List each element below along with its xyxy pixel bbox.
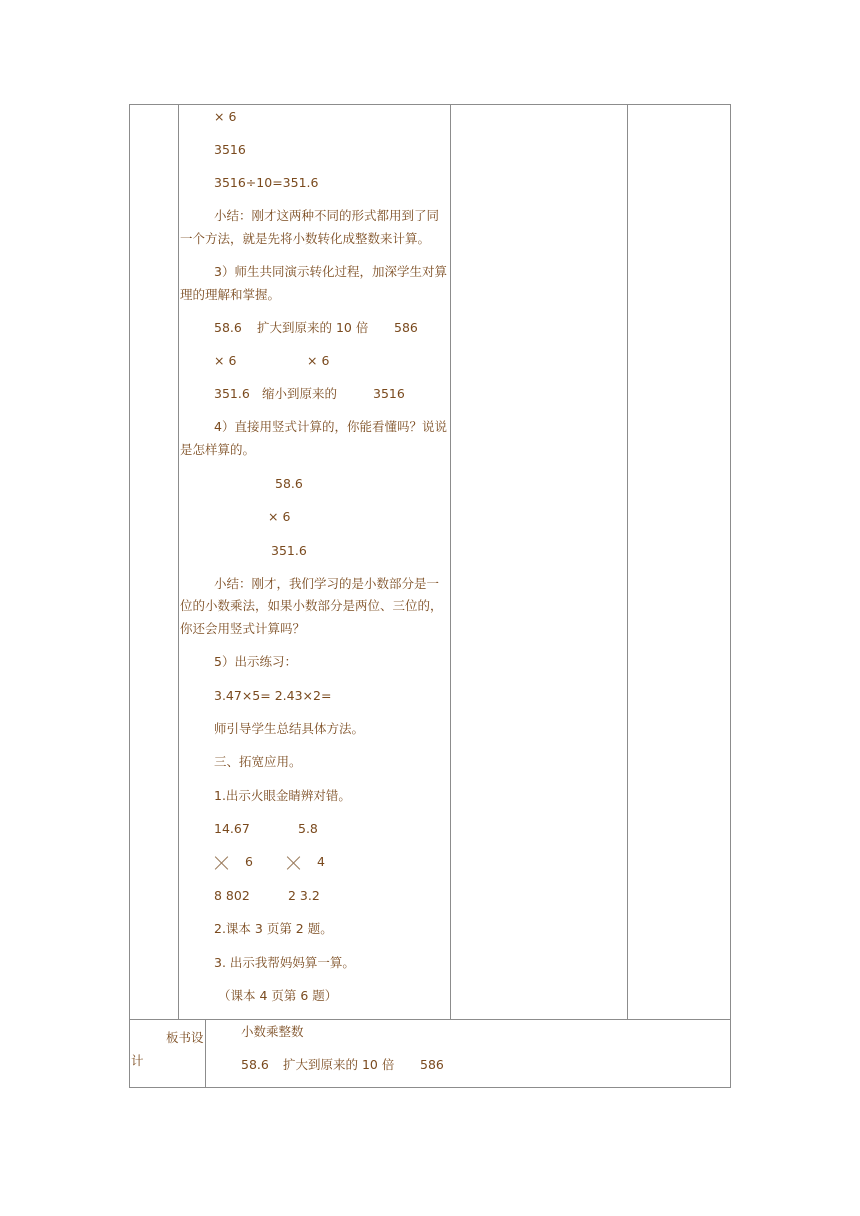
- paragraph-line: 师引导学生总结具体方法。: [214, 721, 365, 736]
- calc-value: × 6: [307, 353, 330, 368]
- exercise-value: 4: [317, 854, 325, 869]
- paragraph-line: 理的理解和掌握。: [180, 287, 281, 302]
- board-note: 扩大到原来的 10 倍: [283, 1057, 395, 1072]
- calc-value: × 6: [214, 353, 237, 368]
- paragraph-line: 是怎样算的。: [180, 442, 256, 457]
- calc-line: × 6: [214, 109, 237, 124]
- table-left-border: [129, 104, 130, 1088]
- calc-line: 3516: [214, 142, 246, 157]
- col-divider-3: [627, 104, 628, 1019]
- table-bottom-border: [129, 1087, 731, 1088]
- board-label: 板书设: [166, 1030, 204, 1045]
- paragraph-line: 3）师生共同演示转化过程，加深学生对算: [214, 264, 447, 279]
- paragraph-line: 小结：刚才这两种不同的形式都用到了同: [214, 208, 440, 223]
- calc-value: 351.6: [214, 386, 250, 401]
- paragraph-line: 4）直接用竖式计算的，你能看懂吗？说说: [214, 419, 447, 434]
- paragraph-line: （课本 4 页第 6 题）: [218, 988, 338, 1003]
- paragraph-line: 小结：刚才，我们学习的是小数部分是一: [214, 576, 440, 591]
- calc-value: 3516: [373, 386, 405, 401]
- board-value: 586: [420, 1057, 444, 1072]
- paragraph-line: 位的小数乘法，如果小数部分是两位、三位的，: [180, 598, 443, 613]
- calc-note: 扩大到原来的 10 倍: [257, 320, 369, 335]
- table-right-border: [730, 104, 731, 1088]
- vertical-calc-line: 58.6: [275, 476, 303, 491]
- calc-value: 58.6: [214, 320, 242, 335]
- vertical-calc-line: × 6: [268, 509, 291, 524]
- row-divider: [129, 1019, 731, 1020]
- multiply-sign-icon: [215, 856, 229, 870]
- exercise-line: 3.47×5= 2.43×2=: [214, 688, 332, 703]
- exercise-value: 8 802: [214, 888, 250, 903]
- paragraph-line: 一个方法，就是先将小数转化成整数来计算。: [180, 231, 431, 246]
- paragraph-line: 2.课本 3 页第 2 题。: [214, 921, 333, 936]
- vertical-calc-line: 351.6: [271, 543, 307, 558]
- paragraph-line: 1.出示火眼金睛辨对错。: [214, 788, 351, 803]
- section-heading: 三、拓宽应用。: [214, 754, 302, 769]
- calc-note: 缩小到原来的: [262, 386, 338, 401]
- col-divider-2: [450, 104, 451, 1019]
- col-divider-1: [178, 104, 179, 1019]
- calc-line: 3516÷10=351.6: [214, 175, 319, 190]
- exercise-value: 2 3.2: [288, 888, 320, 903]
- table-top-border: [129, 104, 731, 105]
- board-col-divider: [205, 1019, 206, 1087]
- paragraph-line: 3. 出示我帮妈妈算一算。: [214, 955, 355, 970]
- exercise-value: 6: [245, 854, 253, 869]
- exercise-value: 5.8: [298, 821, 318, 836]
- paragraph-line: 你还会用竖式计算吗？: [180, 621, 306, 636]
- board-title: 小数乘整数: [241, 1024, 304, 1039]
- paragraph-line: 5）出示练习：: [214, 654, 297, 669]
- multiply-sign-icon: [287, 856, 301, 870]
- calc-value: 586: [394, 320, 418, 335]
- board-label: 计: [131, 1053, 144, 1068]
- board-value: 58.6: [241, 1057, 269, 1072]
- exercise-value: 14.67: [214, 821, 250, 836]
